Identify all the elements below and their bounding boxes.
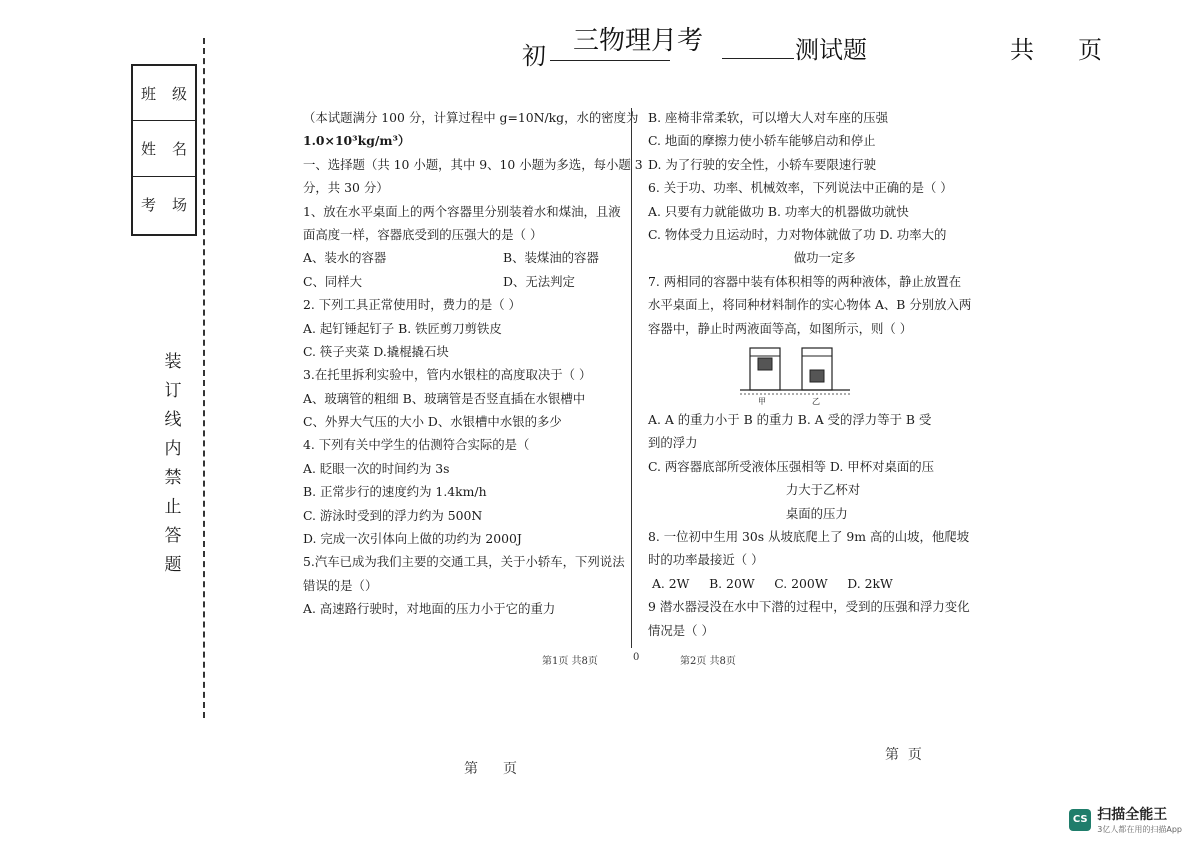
q2-options-cd: C. 筷子夹菜 D.撬棍撬石块 (303, 343, 449, 359)
q4-option-a: A. 眨眼一次的时间约为 3s (303, 460, 450, 476)
info-row-room: 考 场 (141, 196, 187, 215)
q1-stem-2: 面高度一样，容器底受到的压强大的是（ ） (303, 226, 543, 242)
intro-line-1: （本试题满分 100 分，计算过程中 g=10N/kg，水的密度为 (303, 110, 639, 125)
column-divider (631, 108, 632, 648)
right-column-top (648, 106, 988, 340)
q8-stem-2: 时的功率最接近（ ） (648, 552, 764, 568)
q7-options-cd: C. 两容器底部所受液体压强相等 D. 甲杯对桌面的压 (648, 458, 935, 474)
header-suffix: 测试题 (795, 36, 867, 64)
section-title-2: 分，共 30 分） (303, 180, 389, 196)
left-column (303, 106, 643, 621)
page-mark-right: 第 页 (885, 747, 922, 763)
q6-options-ab: A. 只要有力就能做功 B. 功率大的机器做功就快 (648, 203, 909, 219)
q1-stem-1: 1、放在水平桌面上的两个容器里分别装着水和煤油，且液 (303, 203, 621, 219)
q7-stem-3: 容器中，静止时两液面等高，如图所示，则（ ） (648, 320, 913, 336)
q4-option-c: C. 游泳时受到的浮力约为 500N (303, 507, 483, 523)
footer-mid: 0 (633, 652, 640, 663)
q4-option-b: B. 正常步行的速度约为 1.4km/h (303, 484, 487, 500)
header-pages-label: 页 (1078, 36, 1102, 64)
right-column-bottom (648, 408, 988, 642)
header-total-label: 共 (1010, 36, 1034, 64)
q5-option-a: A. 高速路行驶时，对地面的压力小于它的重力 (303, 601, 556, 617)
watermark-subtitle: 3亿人都在用的扫描App (1097, 825, 1182, 834)
intro-line-2: 1.0×10³kg/m³） (303, 133, 411, 149)
figure-caption-yi: 乙 (812, 397, 820, 406)
q6-option-d-cont: 做功一定多 (648, 250, 856, 266)
q2-stem: 2. 下列工具正常使用时，费力的是（ ） (303, 297, 521, 313)
binding-warning: 装 订 线 内 禁 止 答 题 (164, 352, 182, 575)
q3-options-ab: A、玻璃管的粗细 B、玻璃管是否竖直插在水银槽中 (303, 390, 586, 406)
q8-stem-1: 8. 一位初中生用 30s 从坡底爬上了 9m 高的山坡，他爬坡 (648, 528, 970, 544)
q7-options-ab: A. A 的重力小于 B 的重力 B. A 受的浮力等于 B 受 (648, 412, 932, 427)
header-blank-1 (550, 60, 670, 61)
exam-title: 三物理月考 (573, 26, 704, 56)
info-row-class: 班 级 (133, 66, 195, 121)
page-mark-left-a: 第 (464, 761, 478, 777)
header-prefix: 初 (522, 42, 546, 70)
q6-stem: 6. 关于功、功率、机械效率，下列说法中正确的是（ ） (648, 180, 953, 196)
q4-stem: 4. 下列有关中学生的估测符合实际的是（ (303, 437, 530, 453)
q5-stem-1: 5.汽车已成为我们主要的交通工具，关于小轿车，下列说法 (303, 554, 625, 570)
beaker-yi (802, 348, 832, 390)
q6-options-cd: C. 物体受力且运动时，力对物体就做了功 D. 功率大的 (648, 226, 947, 242)
q4-option-d: D. 完成一次引体向上做的功约为 2000J (303, 531, 522, 547)
footer-page-2: 第2页 共8页 (680, 656, 736, 667)
footer-page-1: 第1页 共8页 (542, 656, 598, 667)
scanner-watermark (1069, 804, 1182, 835)
q2-options-ab: A. 起钉锤起钉子 B. 铁匠剪刀剪铁皮 (303, 320, 502, 336)
q7-option-b-cont: 到的浮力 (648, 435, 698, 451)
q8-options: A. 2W B. 20W C. 200W D. 2kW (648, 575, 893, 591)
q9-stem-1: 9 潜水器浸没在水中下潜的过程中，受到的压强和浮力变化 (648, 599, 970, 615)
q7-stem-2: 水平桌面上，将同种材料制作的实心物体 A、B 分别放入两 (648, 297, 972, 313)
student-info-box (131, 64, 197, 236)
q7-figure (740, 340, 870, 410)
q1-options-cd: C、同样大 D、无法判定 (303, 273, 575, 289)
binding-dashed-line (203, 38, 205, 718)
watermark-title: 扫描全能王 (1097, 807, 1168, 823)
figure-caption-jia: 甲 (758, 397, 766, 406)
q3-options-cd: C、外界大气压的大小 D、水银槽中水银的多少 (303, 414, 562, 430)
q1-options-ab: A、装水的容器 B、装煤油的容器 (303, 250, 599, 266)
q5-stem-2: 错误的是（） (303, 577, 378, 593)
q7-stem-1: 7. 两相同的容器中装有体积相等的两种液体，静止放置在 (648, 273, 962, 289)
q5-option-d: D. 为了行驶的安全性，小轿车要限速行驶 (648, 156, 877, 172)
q5-option-b: B. 座椅非常柔软，可以增大人对车座的压强 (648, 110, 889, 125)
q7-option-d-cont-2: 桌面的压力 (648, 505, 848, 521)
q9-stem-2: 情况是（ ） (648, 622, 714, 638)
section-title: 一、选择题（共 10 小题，其中 9、10 小题为多选，每小题 3 (303, 156, 643, 172)
header-blank-2 (722, 58, 794, 59)
q7-option-d-cont-1: 力大于乙杯对 (648, 482, 861, 498)
beaker-jia (750, 348, 780, 390)
q5-option-c: C. 地面的摩擦力使小轿车能够启动和停止 (648, 133, 876, 149)
q3-stem: 3.在托里拆利实验中，管内水银柱的高度取决于（ ） (303, 367, 592, 383)
info-row-name: 姓 名 (133, 121, 195, 176)
camscanner-logo-icon: CS (1069, 809, 1091, 831)
page-mark-left-b: 页 (503, 761, 517, 777)
